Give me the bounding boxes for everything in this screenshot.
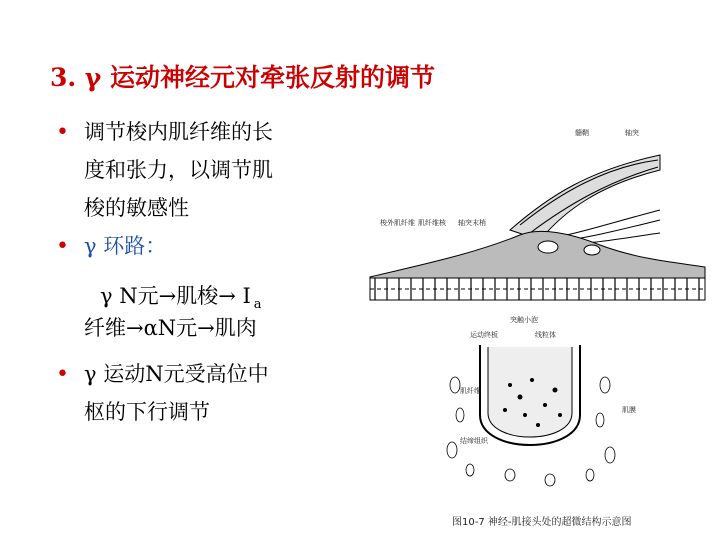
gamma-loop-text: γ N元→肌梭→ I xyxy=(100,284,251,308)
bullet-2-line-1: γ 环路： xyxy=(84,234,167,258)
bullet-1-line-1: 调节梭内肌纤维的长 xyxy=(84,120,273,144)
gamma-loop-line-1 xyxy=(100,286,262,311)
label-axon: 轴突 xyxy=(625,129,639,137)
muscle-fiber-illustration xyxy=(370,231,705,300)
label-extrafusal-fiber: 梭外肌纤维 xyxy=(380,219,415,227)
bullet-3-line-1: γ 运动N元受高位中 xyxy=(84,362,269,386)
label-motor-endplate: 运动终板 xyxy=(470,331,498,339)
figure-caption: 图10-7 神经-肌接头处的超微结构示意图 xyxy=(452,517,632,528)
slide-title: 3. γ 运动神经元对牵张反射的调节 xyxy=(50,63,436,92)
bullet-marker: • xyxy=(56,362,69,387)
label-myelin: 髓鞘 xyxy=(575,129,589,137)
synapse-detail-illustration xyxy=(447,345,615,486)
label-synaptic-vesicle: 突触小泡 xyxy=(510,316,538,324)
bullet-3-line-2: 枢的下行调节 xyxy=(84,400,210,424)
label-connective-tissue: 结缔组织 xyxy=(460,437,488,445)
label-sarcolemma: 肌膜 xyxy=(622,406,636,414)
gamma-loop-subscript: a xyxy=(253,297,262,313)
bullet-1-line-3: 梭的敏感性 xyxy=(84,196,189,220)
bullet-marker: • xyxy=(56,120,69,145)
label-fiber-nucleus: 肌纤维核 xyxy=(418,219,446,227)
gamma-loop-line-2: 纤维→αN元→肌肉 xyxy=(84,316,257,340)
label-axon-terminal: 轴突末梢 xyxy=(458,219,486,227)
label-muscle-fiber: 肌纤维 xyxy=(460,387,481,395)
neuromuscular-junction-figure xyxy=(360,115,715,535)
label-mitochondria: 线粒体 xyxy=(535,331,556,339)
bullet-marker: • xyxy=(56,234,69,259)
bullet-1-line-2: 度和张力，以调节肌 xyxy=(84,158,273,182)
